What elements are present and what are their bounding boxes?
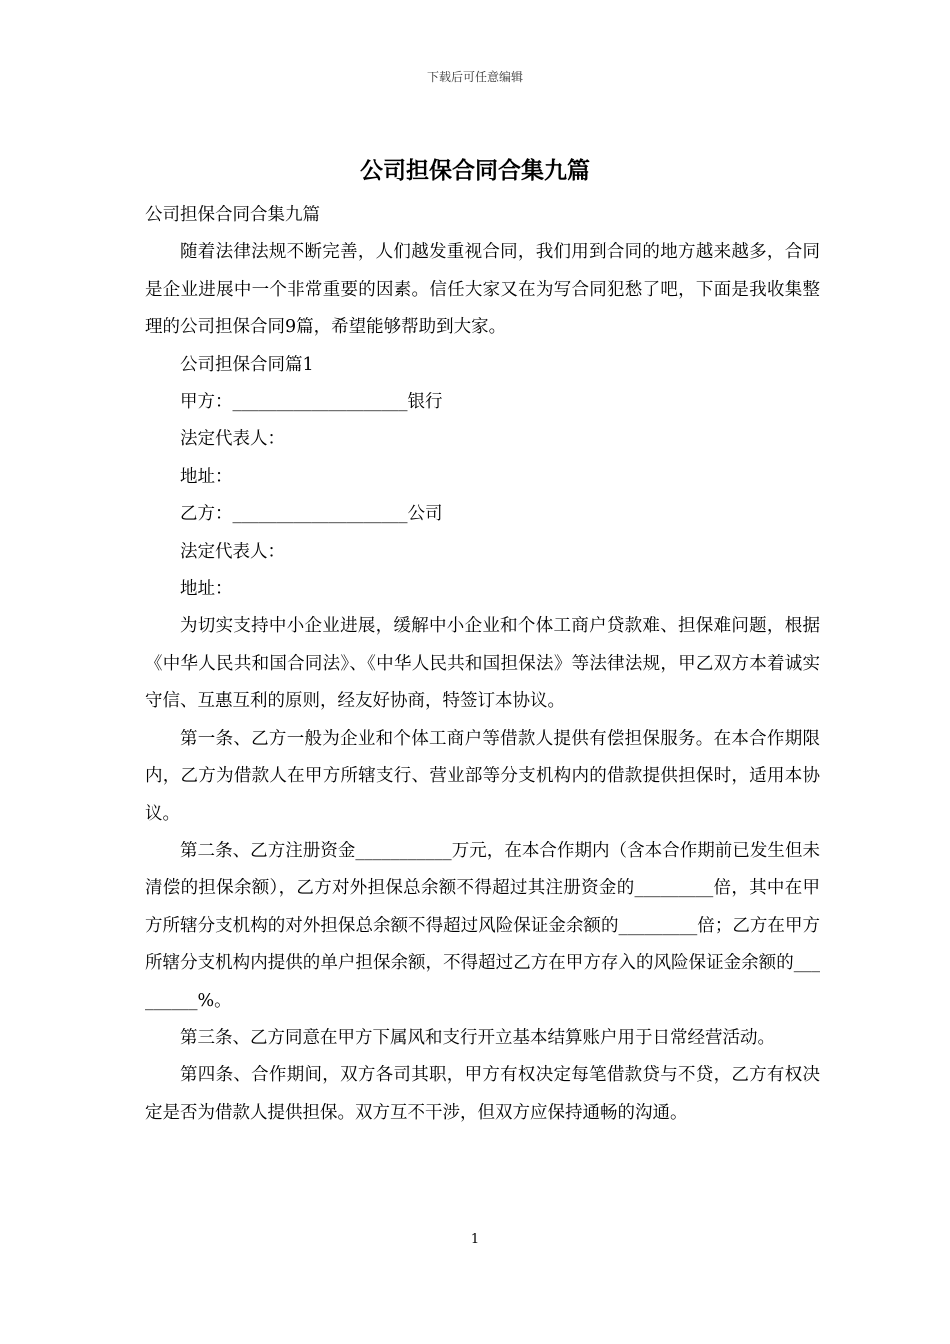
- party-a-representative: 法定代表人：: [180, 429, 285, 450]
- document-body: [145, 197, 820, 1132]
- article-2: 第二条、乙方注册资金___________万元，在本合作期内（含本合作期前已发生但未清偿的担保余额），乙方对外担保总余额不得超过其注册资金的_________倍，其中在甲方所辖分支机构的对外担保总余额不得超过风险保证金余额的_________倍；乙方在甲方所辖分支机构内提供的单户担保余额，不得超过乙方在甲方存入的风险保证金余额的_________%。: [145, 840, 820, 1011]
- document-title: 公司担保合同合集九篇: [360, 157, 590, 184]
- article-3: 第三条、乙方同意在甲方下属风和支行开立基本结算账户用于日常经营活动。: [180, 1027, 775, 1048]
- header-note: 下载后可任意编辑: [426, 70, 523, 84]
- subtitle-paragraph: 公司担保合同合集九篇: [145, 205, 320, 225]
- section-heading: 公司担保合同篇1: [180, 354, 314, 375]
- intro-paragraph: 随着法律法规不断完善，人们越发重视合同，我们用到合同的地方越来越多，合同是企业进展中一个非常重要的因素。信任大家又在为写合同犯愁了吧，下面是我收集整理的公司担保合同9篇，希望能够帮助到大家。: [145, 242, 820, 338]
- party-b-line: 乙方：____________________公司: [180, 504, 443, 525]
- party-b-representative: 法定代表人：: [180, 541, 285, 562]
- preamble-paragraph: 为切实支持中小企业进展，缓解中小企业和个体工商户贷款难、担保难问题，根据《中华人民共和国合同法》、《中华人民共和国担保法》等法律法规，甲乙双方本着诚实守信、互惠互利的原则，经友好协商，特签订本协议。: [145, 616, 820, 712]
- page-number: 1: [470, 1232, 480, 1247]
- party-b-address: 地址：: [180, 579, 233, 600]
- article-1: 第一条、乙方一般为企业和个体工商户等借款人提供有偿担保服务。在本合作期限内，乙方为借款人在甲方所辖支行、营业部等分支机构内的借款提供担保时，适用本协议。: [145, 728, 820, 824]
- article-4: 第四条、合作期间，双方各司其职，甲方有权决定每笔借款贷与不贷，乙方有权决定是否为借款人提供担保。双方互不干涉，但双方应保持通畅的沟通。: [145, 1065, 820, 1123]
- party-a-line: 甲方：____________________银行: [180, 392, 443, 413]
- party-a-address: 地址：: [180, 466, 233, 487]
